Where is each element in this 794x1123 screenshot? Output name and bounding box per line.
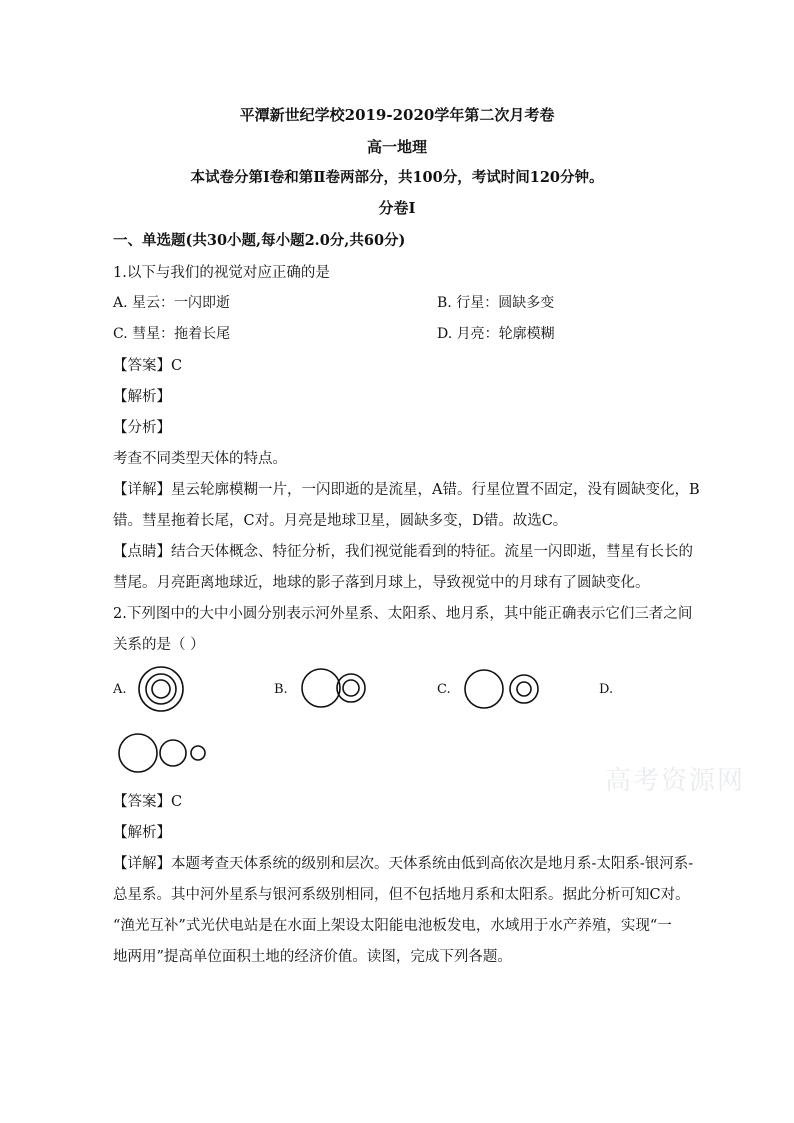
- q2-stem-line1: 2.下列图中的大中小圆分别表示河外星系、太阳系、地月系，其中能正确表示它们三者之间: [113, 606, 693, 622]
- q2-stem-line2: 关系的是（ ）: [113, 637, 205, 653]
- small-circle: [191, 746, 205, 760]
- q1-option-b: B. 行星：圆缺多变: [437, 295, 555, 311]
- q2-option-b-diagram: [300, 665, 370, 715]
- large-circle: [302, 669, 340, 707]
- q2-answer: 【答案】C: [113, 794, 183, 810]
- material-line2: 地两用”提高单位面积土地的经济价值。读图，完成下列各题。: [113, 949, 512, 965]
- q1-answer: 【答案】C: [113, 358, 183, 374]
- exam-note: 本试卷分第Ⅰ卷和第Ⅱ卷两部分，共100分，考试时间120分钟。: [190, 169, 604, 186]
- q1-option-a: A. 星云：一闪即逝: [113, 295, 231, 311]
- small-circle: [517, 682, 531, 696]
- small-circle: [343, 680, 359, 696]
- q1-jiexi: 【解析】: [113, 389, 171, 405]
- exam-title: 平潭新世纪学校2019-2020学年第二次月考卷: [239, 106, 555, 124]
- q2-detail-line2: 总星系。其中河外星系与银河系级别相同，但不包括地月系和太阳系。据此分析可知C对。: [113, 887, 690, 903]
- medium-circle: [160, 740, 186, 766]
- q2-option-b-label: B.: [274, 682, 288, 697]
- q2-option-a-label: A.: [113, 682, 127, 697]
- q2-option-d-label: D.: [599, 682, 614, 697]
- exam-subject: 高一地理: [366, 138, 427, 156]
- exam-part: 分卷I: [378, 199, 416, 217]
- q2-option-a-diagram: [135, 663, 187, 715]
- section-heading: 一、单选题(共30小题,每小题2.0分,共60分): [113, 232, 406, 249]
- q1-detail-line2: 错。彗星拖着长尾，C对。月亮是地球卫星，圆缺多变，D错。故选C。: [113, 513, 568, 529]
- q1-option-d: D. 月亮：轮廓模糊: [437, 326, 555, 342]
- q1-option-c: C. 彗星：拖着长尾: [113, 326, 231, 342]
- watermark: 高考资源网: [605, 766, 746, 796]
- q2-option-d-diagram: [116, 732, 211, 776]
- medium-circle: [510, 675, 538, 703]
- q2-option-c-label: C.: [437, 682, 451, 697]
- large-circle: [119, 734, 157, 772]
- q1-stem: 1.以下与我们的视觉对应正确的是: [113, 265, 330, 281]
- q2-option-c-diagram: [462, 665, 544, 715]
- q1-dianjing-line1: 【点睛】结合天体概念、特征分析，我们视觉能看到的特征。流星一闪即逝，彗星有长长的: [113, 544, 693, 560]
- large-circle: [465, 670, 503, 708]
- medium-circle: [337, 674, 365, 702]
- q1-fenxi-text: 考查不同类型天体的特点。: [113, 451, 287, 467]
- small-circle: [152, 680, 170, 698]
- q2-detail-line1: 【详解】本题考查天体系统的级别和层次。天体系统由低到高依次是地月系-太阳系-银河系-: [113, 856, 694, 872]
- q1-fenxi: 【分析】: [113, 420, 171, 436]
- q1-dianjing-line2: 彗尾。月亮距离地球近，地球的影子落到月球上，导致视觉中的月球有了圆缺变化。: [113, 575, 650, 591]
- q2-jiexi: 【解析】: [113, 825, 171, 841]
- q1-detail-line1: 【详解】星云轮廓模糊一片，一闪即逝的是流星，A错。行星位置不固定，没有圆缺变化，B: [113, 482, 700, 498]
- medium-circle: [146, 674, 176, 704]
- material-line1: “渔光互补”式光伏电站是在水面上架设太阳能电池板发电，水域用于水产养殖，实现“一: [113, 918, 672, 934]
